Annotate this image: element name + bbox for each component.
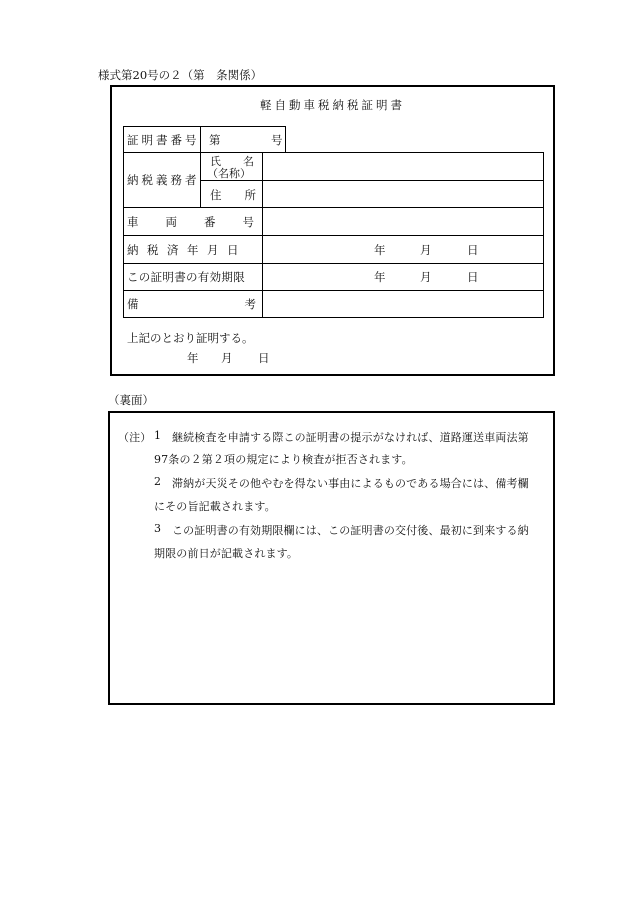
cert-number-label: 証明書番号 <box>127 133 200 147</box>
validity-year: 年 <box>374 270 386 284</box>
note-1-number: 1 <box>154 429 162 442</box>
table-line <box>285 126 286 152</box>
note-3-line-1: この証明書の有効期限欄には、この証明書の交付後、最初に到来する納 <box>172 524 529 537</box>
certify-month: 月 <box>221 351 233 365</box>
name-sub-label: （名称） <box>207 167 251 180</box>
table-line <box>200 180 544 181</box>
back-side-label: （裏面） <box>108 393 154 407</box>
table-line <box>123 207 544 208</box>
table-line <box>123 126 124 318</box>
certificate-back-box <box>108 411 555 705</box>
table-line <box>123 317 544 318</box>
form-number-label: 様式第20号の２（第 条関係） <box>98 68 263 82</box>
table-line <box>123 152 544 153</box>
note-1-line-2: 97条の２第２項の規定により検査が拒否されます。 <box>154 453 413 466</box>
validity-month: 月 <box>420 270 432 284</box>
table-line <box>543 152 544 318</box>
vehicle-number-text: 車両番号 <box>127 215 281 229</box>
table-line <box>123 126 286 127</box>
note-3-number: 3 <box>154 522 162 535</box>
note-3-line-2: 期限の前日が記載されます。 <box>154 547 299 560</box>
note-1-line-1: 継続検査を申請する際この証明書の提示がなければ、道路運送車両法第 <box>172 431 529 444</box>
certificate-title: 軽自動車税納税証明書 <box>260 98 405 112</box>
taxpayer-label: 納税義務者 <box>127 173 200 187</box>
table-line <box>123 290 544 291</box>
paid-date-label: 納税済年月日 <box>127 243 247 257</box>
certify-text: 上記のとおり証明する。 <box>127 331 254 345</box>
cert-number-suffix: 号 <box>271 133 283 147</box>
table-line <box>123 235 544 236</box>
table-line <box>262 152 263 318</box>
remarks-label: 備考 <box>127 297 362 311</box>
validity-label: この証明書の有効期限 <box>127 270 245 284</box>
table-line <box>200 126 201 152</box>
cert-number-prefix: 第 <box>209 133 221 147</box>
vehicle-number-label <box>127 214 281 230</box>
table-line <box>123 263 544 264</box>
validity-day: 日 <box>467 270 479 284</box>
address-label: 住 所 <box>210 188 256 202</box>
certify-day: 日 <box>258 351 270 365</box>
paid-date-year: 年 <box>374 243 386 257</box>
name-label: 氏 名 <box>210 155 254 168</box>
paid-date-day: 日 <box>467 243 479 257</box>
note-2-line-2: にその旨記載されます。 <box>154 500 276 513</box>
certificate-front-box <box>110 85 555 376</box>
note-2-number: 2 <box>154 475 162 488</box>
note-prefix: （注） <box>118 431 152 444</box>
paid-date-month: 月 <box>420 243 432 257</box>
note-2-line-1: 滞納が天災その他やむを得ない事由によるものである場合には、備考欄 <box>172 477 529 490</box>
certify-year: 年 <box>187 351 199 365</box>
table-line <box>200 152 201 207</box>
